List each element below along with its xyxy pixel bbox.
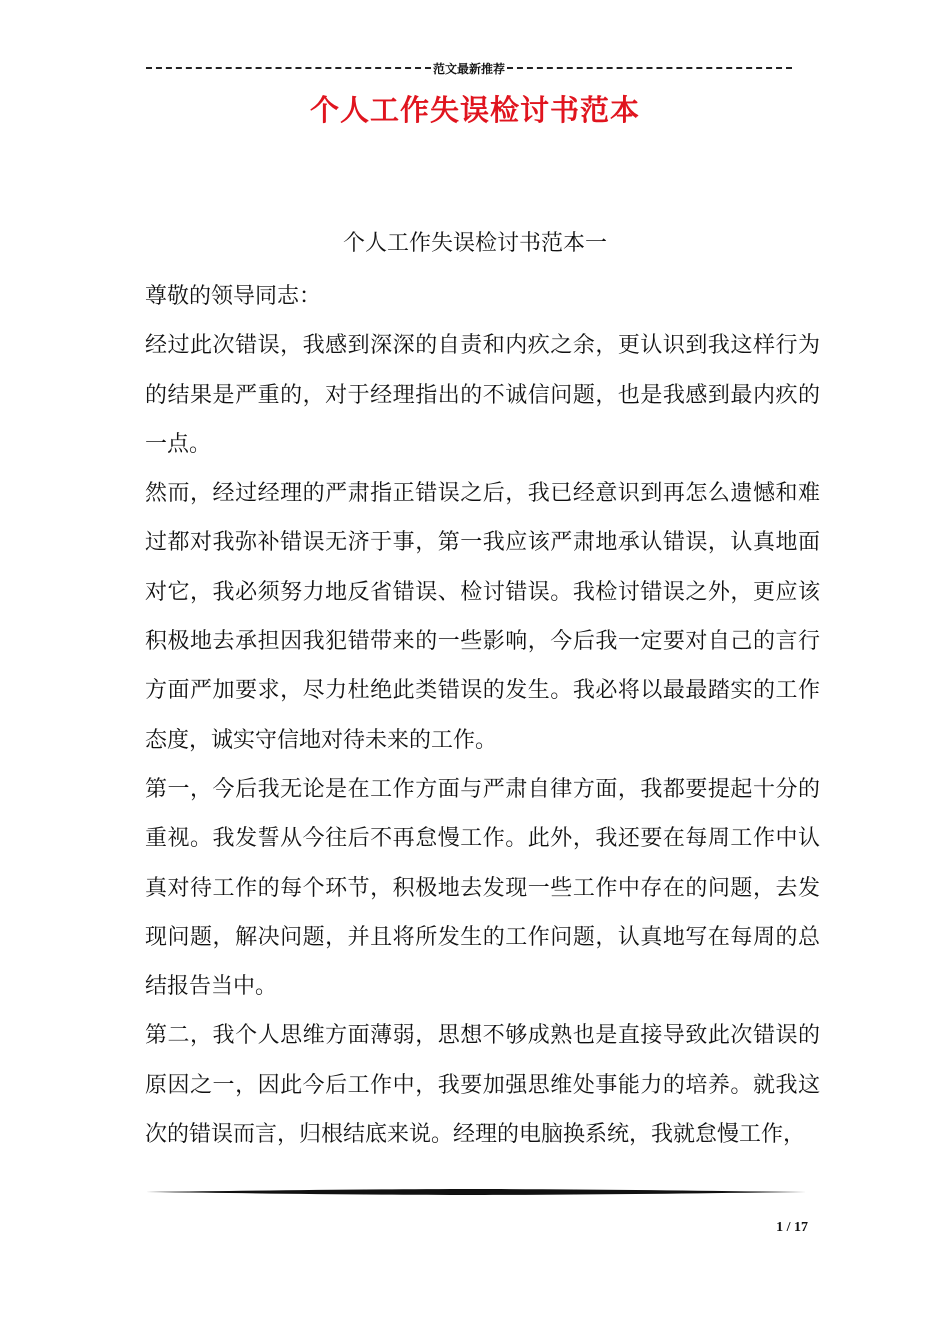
header-label: 范文最新推荐 xyxy=(433,61,506,76)
salutation: 尊敬的领导同志： xyxy=(145,284,322,309)
body-paragraph: 第二，我个人思维方面薄弱，思想不够成熟也是直接导致此次错误的原因之一，因此今后工作中，我要加强思维处事能力的培养。就我这次的错误而言，归根结底来说。经理的电脑换系统，我就怠慢工作， xyxy=(145,1023,820,1148)
section-title: 个人工作失误检讨书范本一 xyxy=(342,231,607,256)
page-total: 17 xyxy=(794,1220,808,1235)
header-dash-right xyxy=(507,67,792,71)
header-dash-left xyxy=(146,67,431,71)
document-body xyxy=(145,272,820,1159)
page-header xyxy=(146,58,792,78)
page-separator: / xyxy=(786,1220,791,1235)
document-title: 个人工作失误检讨书范本 xyxy=(309,93,640,127)
body-paragraph: 然而，经过经理的严肃指正错误之后，我已经意识到再怎么遗憾和难过都对我弥补错误无济于事，第一我应该严肃地承认错误，认真地面对它，我必须努力地反省错误、检讨错误。我检讨错误之外，更应该积极地去承担因我犯错带来的一些影响，今后我一定要对自己的言行方面严加要求，尽力杜绝此类错误的发生。我必将以最最踏实的工作态度，诚实守信地对待未来的工作。 xyxy=(145,481,820,753)
page-number xyxy=(760,1220,808,1236)
footer-rule xyxy=(146,1188,806,1196)
page-current: 1 xyxy=(776,1220,784,1235)
body-paragraph: 经过此次错误，我感到深深的自责和内疚之余，更认识到我这样行为的结果是严重的，对于经理指出的不诚信问题，也是我感到最内疚的一点。 xyxy=(145,333,820,457)
body-paragraph: 第一，今后我无论是在工作方面与严肃自律方面，我都要提起十分的重视。我发誓从今往后不再怠慢工作。此外，我还要在每周工作中认真对待工作的每个环节，积极地去发现一些工作中存在的问题，去发现问题，解决问题，并且将所发生的工作问题，认真地写在每周的总结报告当中。 xyxy=(145,776,820,1000)
